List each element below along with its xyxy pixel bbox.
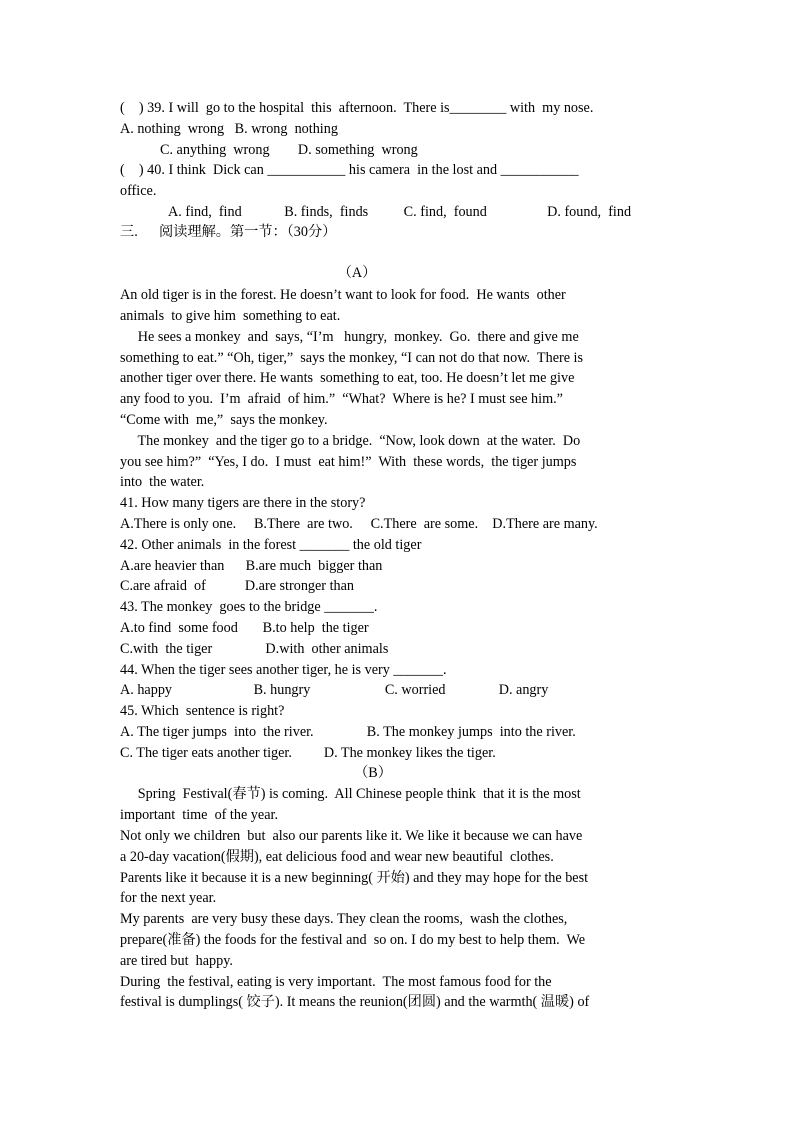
question-43-stem: 43. The monkey goes to the bridge _______. xyxy=(120,599,378,615)
question-42-options-ab: A.are heavier than B.are much bigger than xyxy=(120,558,383,574)
question-40-options: A. find, find B. finds, finds C. find, found D. found, find xyxy=(168,204,632,220)
question-42-stem: 42. Other animals in the forest _______ the old tiger xyxy=(120,537,422,553)
passage-b-line: festival is dumplings( 饺子). It means the reunion(团圆) and the warmth( 温暖) of xyxy=(120,994,590,1010)
question-39-options-ab: A. nothing wrong B. wrong nothing xyxy=(120,121,338,137)
passage-b-line: Parents like it because it is a new beginning( 开始) and they may hope for the best xyxy=(120,870,589,886)
question-42-options-cd: C.are afraid of D.are stronger than xyxy=(120,578,355,594)
passage-b-label: （B） xyxy=(354,765,392,781)
passage-a-line: animals to give him something to eat. xyxy=(120,308,341,324)
question-43-options-cd: C.with the tiger D.with other animals xyxy=(120,641,389,657)
passage-a-line: another tiger over there. He wants something to eat, too. He doesn’t let me give xyxy=(120,370,575,386)
passage-a-line: you see him?” “Yes, I do. I must eat him!” With these words, the tiger jumps xyxy=(120,454,577,470)
question-43-options-ab: A.to find some food B.to help the tiger xyxy=(120,620,369,636)
passage-b-line: for the next year. xyxy=(120,890,217,906)
question-41-options: A.There is only one. B.There are two. C.There are some. D.There are many. xyxy=(120,516,598,532)
passage-a-line: into the water. xyxy=(120,474,205,490)
passage-b-line: are tired but happy. xyxy=(120,953,233,969)
question-45-options-ab: A. The tiger jumps into the river. B. The monkey jumps into the river. xyxy=(120,724,576,740)
question-39-options-cd: C. anything wrong D. something wrong xyxy=(160,142,418,158)
question-40-stem-continued: office. xyxy=(120,183,157,199)
passage-b-line: prepare(准备) the foods for the festival and so on. I do my best to help them. We xyxy=(120,932,586,948)
passage-b-line: My parents are very busy these days. They clean the rooms, wash the clothes, xyxy=(120,911,568,927)
passage-b-line: a 20-day vacation(假期), eat delicious food and wear new beautiful clothes. xyxy=(120,849,554,865)
question-40-stem: ( ) 40. I think Dick can ___________ his camera in the lost and ___________ xyxy=(120,162,579,178)
question-41-stem: 41. How many tigers are there in the story? xyxy=(120,495,366,511)
passage-a-line: The monkey and the tiger go to a bridge. “Now, look down at the water. Do xyxy=(120,433,581,449)
passage-a-line: something to eat.” “Oh, tiger,” says the monkey, “I can not do that now. There is xyxy=(120,350,584,366)
passage-a-label: （A） xyxy=(337,265,377,281)
passage-b-line: Spring Festival(春节) is coming. All Chinese people think that it is the most xyxy=(120,786,581,802)
question-44-options: A. happy B. hungry C. worried D. angry xyxy=(120,682,549,698)
passage-a-line: He sees a monkey and says, “I’m hungry, monkey. Go. there and give me xyxy=(120,329,579,345)
passage-b-line: important time of the year. xyxy=(120,807,278,823)
passage-a-line: An old tiger is in the forest. He doesn’t want to look for food. He wants other xyxy=(120,287,566,303)
question-39-stem: ( ) 39. I will go to the hospital this afternoon. There is________ with my nose. xyxy=(120,100,594,116)
passage-b-line: Not only we children but also our parents like it. We like it because we can have xyxy=(120,828,583,844)
section-3-heading: 三. 阅读理解。第一节：（30分） xyxy=(120,224,337,240)
passage-a-line: any food to you. I’m afraid of him.” “What? Where is he? I must see him.” xyxy=(120,391,563,407)
question-44-stem: 44. When the tiger sees another tiger, he is very _______. xyxy=(120,662,447,678)
question-45-stem: 45. Which sentence is right? xyxy=(120,703,285,719)
question-45-options-cd: C. The tiger eats another tiger. D. The monkey likes the tiger. xyxy=(120,745,496,761)
passage-a-line: “Come with me,” says the monkey. xyxy=(120,412,328,428)
passage-b-line: During the festival, eating is very important. The most famous food for the xyxy=(120,974,552,990)
